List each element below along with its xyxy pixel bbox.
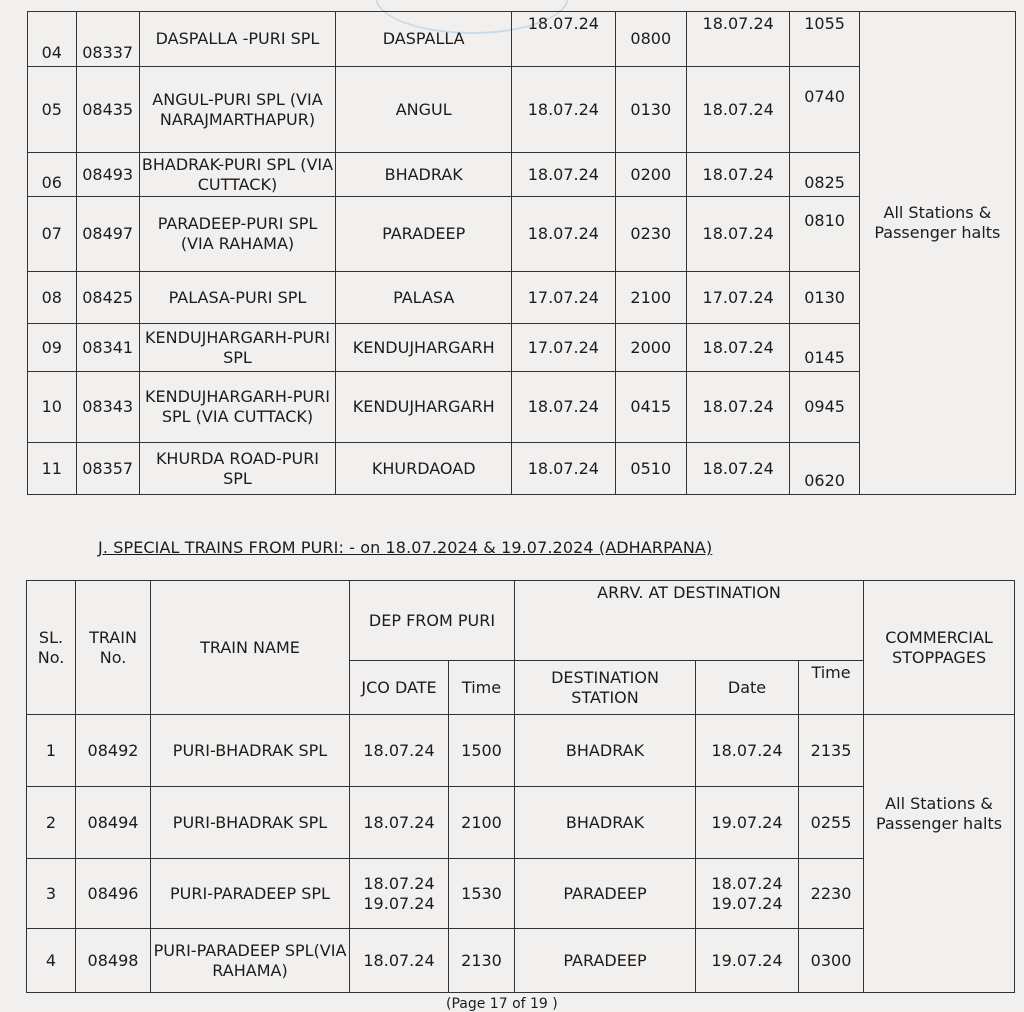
dep-time-cell: 2100 — [615, 272, 686, 324]
commercial-stoppages-cell: All Stations & Passenger halts — [864, 715, 1015, 993]
dep-date-cell: 18.07.24 — [350, 787, 449, 859]
commercial-stoppages-cell: All Stations & Passenger halts — [859, 12, 1015, 495]
header-dep-time: Time — [449, 661, 515, 715]
dep-time-cell: 0230 — [615, 197, 686, 272]
table-row — [28, 12, 1016, 67]
train-name-cell: KENDUJHARGARH-PURI SPL — [139, 324, 336, 372]
train-no-cell: 08498 — [76, 929, 151, 993]
arr-time-cell: 0300 — [799, 929, 864, 993]
header-commercial-stoppages: COMMERCIAL STOPPAGES — [864, 581, 1015, 715]
departure-trains-table — [26, 580, 1015, 993]
arr-time-cell: 1055 — [790, 12, 859, 67]
destination-cell: BHADRAK — [515, 715, 696, 787]
dep-date-cell: 18.07.24 — [512, 12, 615, 67]
arr-date-cell: 19.07.24 — [696, 787, 799, 859]
train-name-cell: PURI-PARADEEP SPL(VIA RAHAMA) — [151, 929, 350, 993]
dep-time-cell: 0130 — [615, 67, 686, 153]
sl-cell: 11 — [28, 443, 77, 495]
sl-cell: 2 — [27, 787, 76, 859]
station-cell: KHURDAOAD — [336, 443, 512, 495]
sl-cell: 1 — [27, 715, 76, 787]
station-cell: PARADEEP — [336, 197, 512, 272]
train-no-cell: 08493 — [76, 153, 139, 197]
dep-date-cell: 18.07.24 — [512, 153, 615, 197]
dep-time-cell: 2100 — [449, 787, 515, 859]
dep-time-cell: 0510 — [615, 443, 686, 495]
dep-date-cell: 18.07.24 — [350, 929, 449, 993]
dep-date-cell: 17.07.24 — [512, 324, 615, 372]
arr-time-cell: 0825 — [790, 153, 859, 197]
station-cell: DASPALLA — [336, 12, 512, 67]
arr-time-cell: 0945 — [790, 372, 859, 443]
arr-date-cell: 18.07.24 — [696, 715, 799, 787]
header-jco-date: JCO DATE — [350, 661, 449, 715]
dep-time-cell: 2130 — [449, 929, 515, 993]
train-name-cell: PURI-BHADRAK SPL — [151, 787, 350, 859]
dep-date-cell: 17.07.24 — [512, 272, 615, 324]
station-cell: KENDUJHARGARH — [336, 324, 512, 372]
sl-cell: 08 — [28, 272, 77, 324]
header-train-no: TRAIN No. — [76, 581, 151, 715]
station-cell: KENDUJHARGARH — [336, 372, 512, 443]
dep-date-cell: 18.07.24 — [512, 197, 615, 272]
train-name-cell: PALASA-PURI SPL — [139, 272, 336, 324]
sl-cell: 06 — [28, 153, 77, 197]
train-no-cell: 08492 — [76, 715, 151, 787]
page-footer: (Page 17 of 19 ) — [446, 996, 558, 1012]
arr-time-cell: 0130 — [790, 272, 859, 324]
header-sl: SL. No. — [27, 581, 76, 715]
train-no-cell: 08435 — [76, 67, 139, 153]
train-name-cell: PARADEEP-PURI SPL (VIA RAHAMA) — [139, 197, 336, 272]
arr-time-cell: 2230 — [799, 859, 864, 929]
sl-cell: 07 — [28, 197, 77, 272]
header-arr-date: Date — [696, 661, 799, 715]
header-arr-time: Time — [799, 661, 864, 715]
arr-date-cell: 18.07.24 — [686, 153, 789, 197]
dep-time-cell: 1500 — [449, 715, 515, 787]
sl-cell: 09 — [28, 324, 77, 372]
arr-date-cell: 17.07.24 — [686, 272, 789, 324]
arr-date-cell: 18.07.24 19.07.24 — [696, 859, 799, 929]
station-cell: ANGUL — [336, 67, 512, 153]
dep-date-cell: 18.07.24 — [512, 67, 615, 153]
arr-date-cell: 19.07.24 — [696, 929, 799, 993]
sl-cell: 04 — [28, 12, 77, 67]
arr-date-cell: 18.07.24 — [686, 372, 789, 443]
header-row — [27, 581, 1015, 661]
train-name-cell: KENDUJHARGARH-PURI SPL (VIA CUTTACK) — [139, 372, 336, 443]
train-no-cell: 08337 — [76, 12, 139, 67]
dep-date-cell: 18.07.24 19.07.24 — [350, 859, 449, 929]
arr-date-cell: 18.07.24 — [686, 12, 789, 67]
sl-cell: 3 — [27, 859, 76, 929]
station-cell: BHADRAK — [336, 153, 512, 197]
header-arrival-destination: ARRV. AT DESTINATION — [515, 581, 864, 661]
arrival-trains-table — [27, 11, 1016, 495]
dep-date-cell: 18.07.24 — [350, 715, 449, 787]
arr-time-cell: 0740 — [790, 67, 859, 153]
arr-time-cell: 0620 — [790, 443, 859, 495]
dep-time-cell: 2000 — [615, 324, 686, 372]
header-train-name: TRAIN NAME — [151, 581, 350, 715]
arr-date-cell: 18.07.24 — [686, 443, 789, 495]
train-no-cell: 08357 — [76, 443, 139, 495]
arr-time-cell: 0255 — [799, 787, 864, 859]
station-cell: PALASA — [336, 272, 512, 324]
sl-cell: 05 — [28, 67, 77, 153]
sl-cell: 10 — [28, 372, 77, 443]
train-no-cell: 08425 — [76, 272, 139, 324]
dep-date-cell: 18.07.24 — [512, 443, 615, 495]
dep-time-cell: 1530 — [449, 859, 515, 929]
sl-cell: 4 — [27, 929, 76, 993]
arr-date-cell: 18.07.24 — [686, 324, 789, 372]
arr-date-cell: 18.07.24 — [686, 197, 789, 272]
section-heading: J. SPECIAL TRAINS FROM PURI: - on 18.07.2024 & 19.07.2024 (ADHARPANA) — [98, 538, 713, 557]
train-no-cell: 08496 — [76, 859, 151, 929]
header-destination-station: DESTINATION STATION — [515, 661, 696, 715]
dep-time-cell: 0800 — [615, 12, 686, 67]
train-name-cell: ANGUL-PURI SPL (VIA NARAJMARTHAPUR) — [139, 67, 336, 153]
train-name-cell: BHADRAK-PURI SPL (VIA CUTTACK) — [139, 153, 336, 197]
dep-time-cell: 0415 — [615, 372, 686, 443]
dep-date-cell: 18.07.24 — [512, 372, 615, 443]
train-no-cell: 08343 — [76, 372, 139, 443]
dep-time-cell: 0200 — [615, 153, 686, 197]
train-name-cell: KHURDA ROAD-PURI SPL — [139, 443, 336, 495]
train-no-cell: 08341 — [76, 324, 139, 372]
train-no-cell: 08494 — [76, 787, 151, 859]
destination-cell: PARADEEP — [515, 859, 696, 929]
train-name-cell: PURI-PARADEEP SPL — [151, 859, 350, 929]
arr-time-cell: 0810 — [790, 197, 859, 272]
train-name-cell: PURI-BHADRAK SPL — [151, 715, 350, 787]
header-dep-from-puri: DEP FROM PURI — [350, 581, 515, 661]
arr-time-cell: 2135 — [799, 715, 864, 787]
arr-date-cell: 18.07.24 — [686, 67, 789, 153]
arr-time-cell: 0145 — [790, 324, 859, 372]
train-name-cell: DASPALLA -PURI SPL — [139, 12, 336, 67]
destination-cell: PARADEEP — [515, 929, 696, 993]
train-no-cell: 08497 — [76, 197, 139, 272]
destination-cell: BHADRAK — [515, 787, 696, 859]
table-row — [27, 715, 1015, 787]
